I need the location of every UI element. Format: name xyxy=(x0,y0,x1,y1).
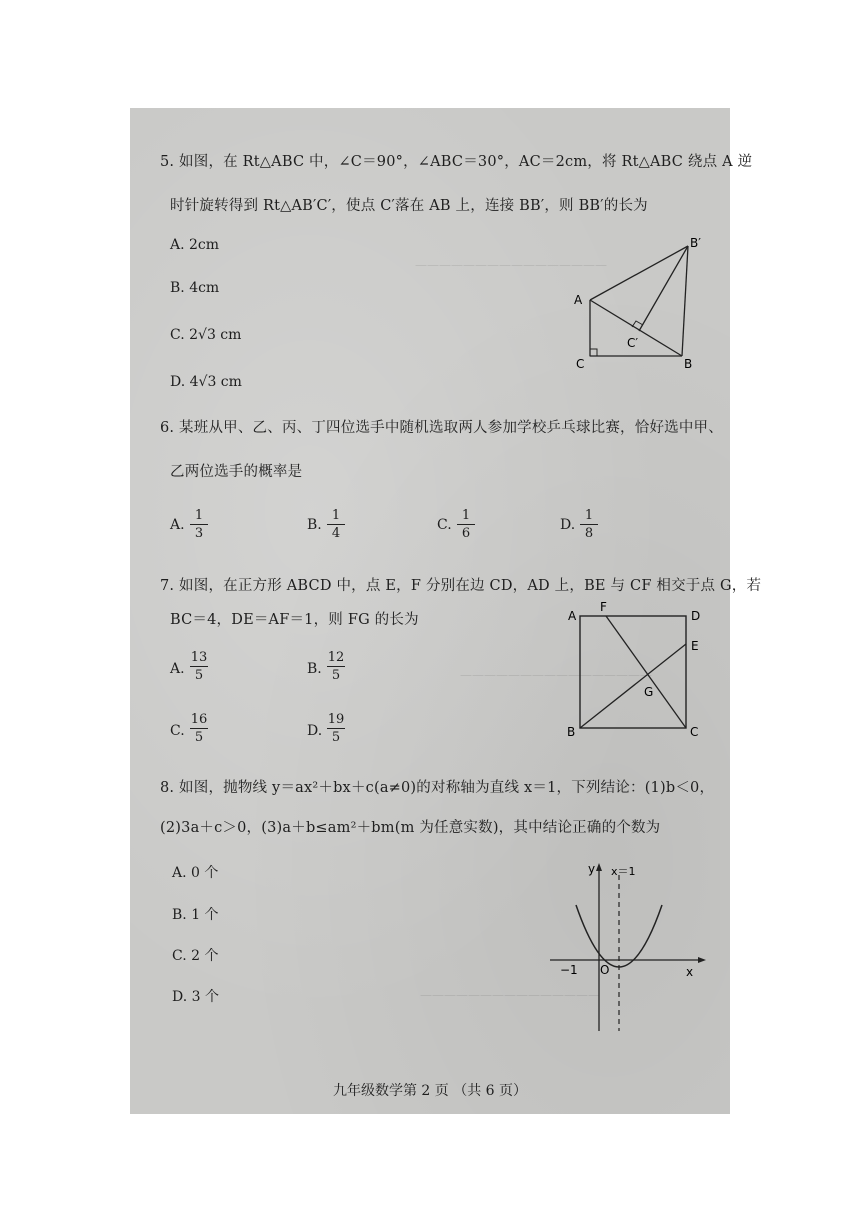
page-footer: 九年级数学第 2 页 （共 6 页） xyxy=(332,1083,528,1099)
q5-option-b[interactable]: B. 4cm xyxy=(170,280,220,296)
q7-option-a-letter: A. xyxy=(170,661,185,677)
q7-option-a-fraction: 13 5 xyxy=(190,650,208,683)
exam-page xyxy=(130,108,762,1114)
q6-option-c-fraction: 1 6 xyxy=(455,508,477,541)
q5-label-c: C xyxy=(576,357,585,371)
q5-option-a[interactable]: A. 2cm xyxy=(170,237,220,253)
q8-label-x: x xyxy=(686,965,694,979)
q8-label-minus1: −1 xyxy=(560,963,578,977)
q5-label-b-prime: B′ xyxy=(690,236,701,250)
bleed-through-text: ——————————————— xyxy=(420,988,600,1002)
q7-label-d: D xyxy=(691,609,701,623)
q8-label-origin: O xyxy=(600,963,610,977)
q6-option-b-fraction: 1 4 xyxy=(325,508,347,541)
q8-option-a[interactable]: A. 0 个 xyxy=(172,865,219,881)
q8-label-axis-x1: x＝1 xyxy=(611,865,636,878)
q7-label-b: B xyxy=(567,725,576,738)
q5-triangle-figure xyxy=(560,233,720,373)
q7-option-c-letter: C. xyxy=(170,723,185,739)
q6-option-b-letter: B. xyxy=(307,517,322,533)
q6-stem-line2: 乙两位选手的概率是 xyxy=(170,464,303,480)
q8-stem-line2: (2)3a＋c＞0，(3)a＋b≤am²＋bm(m 为任意实数)，其中结论正确的个数为 xyxy=(160,820,661,836)
q7-label-c: C xyxy=(690,725,699,738)
q8-option-c[interactable]: C. 2 个 xyxy=(172,948,219,964)
q7-stem-line1: 7. 如图，在正方形 ABCD 中，点 E，F 分别在边 CD，AD 上，BE 与 CF 相交于点 G，若 xyxy=(160,578,762,594)
q5-option-c[interactable]: C. 2√3 cm xyxy=(170,327,242,343)
bleed-through-text: ———————————————— xyxy=(460,668,652,682)
q5-label-a: A xyxy=(574,293,583,307)
q5-label-c-prime: C′ xyxy=(627,336,639,350)
q7-stem-line2: BC＝4，DE＝AF＝1，则 FG 的长为 xyxy=(170,612,419,628)
q7-option-d-letter: D. xyxy=(307,723,323,739)
q5-label-b: B xyxy=(684,357,693,371)
q7-square-figure xyxy=(560,598,710,738)
q6-option-c-letter: C. xyxy=(437,517,452,533)
q7-option-b-fraction: 12 5 xyxy=(327,650,345,683)
q8-option-d[interactable]: D. 3 个 xyxy=(172,989,219,1005)
q8-option-b[interactable]: B. 1 个 xyxy=(172,907,219,923)
q6-option-d-fraction: 1 8 xyxy=(578,508,600,541)
q5-stem-line1: 5. 如图，在 Rt△ABC 中，∠C＝90°，∠ABC＝30°，AC＝2cm，将 Rt△ABC 绕点 A 逆 xyxy=(160,154,753,170)
q7-option-d-fraction: 19 5 xyxy=(327,712,345,745)
q8-parabola-figure xyxy=(540,853,715,1038)
q5-option-d[interactable]: D. 4√3 cm xyxy=(170,374,242,390)
q6-option-d-letter: D. xyxy=(560,517,576,533)
q7-label-g: G xyxy=(644,685,654,699)
q7-option-b-letter: B. xyxy=(307,661,322,677)
q7-label-a: A xyxy=(568,609,577,623)
q6-stem-line1: 6. 某班从甲、乙、丙、丁四位选手中随机选取两人参加学校乒乓球比赛，恰好选中甲、 xyxy=(160,420,723,436)
q7-label-f: F xyxy=(600,600,607,614)
q8-label-y: y xyxy=(588,862,596,876)
q7-label-e: E xyxy=(691,639,699,653)
q6-option-a-letter: A. xyxy=(170,517,185,533)
bleed-through-text: ———————————————— xyxy=(415,258,607,272)
q7-option-c-fraction: 16 5 xyxy=(190,712,208,745)
q6-option-a-fraction: 1 3 xyxy=(188,508,210,541)
q5-stem-line2: 时针旋转得到 Rt△AB′C′，使点 C′落在 AB 上，连接 BB′，则 BB′的长为 xyxy=(170,198,648,214)
q8-stem-line1: 8. 如图，抛物线 y＝ax²＋bx＋c(a≠0)的对称轴为直线 x＝1，下列结论：(1)b＜0， xyxy=(160,780,715,796)
